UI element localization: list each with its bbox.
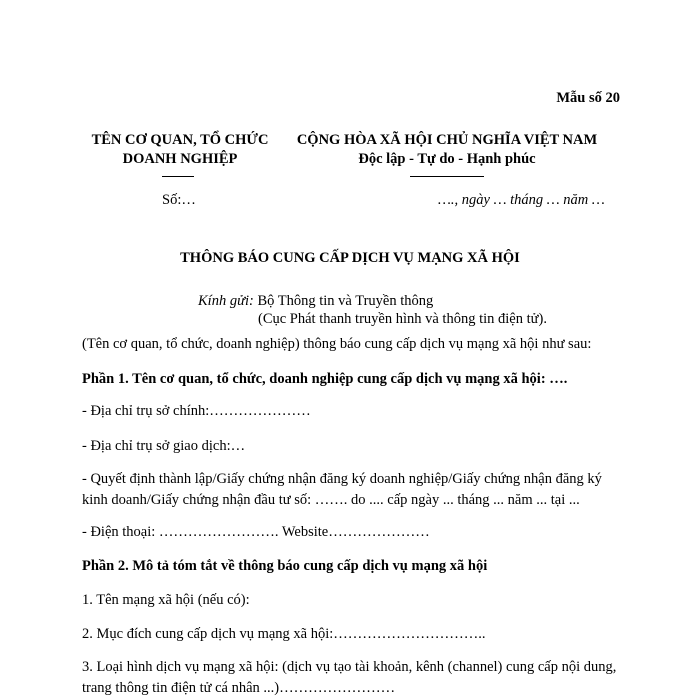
document-number: Số:… <box>162 192 196 208</box>
right-header-rule <box>410 176 484 177</box>
recipient-label: Kính gửi: <box>198 293 254 309</box>
part1-heading: Phần 1. Tên cơ quan, tổ chức, doanh nghiệp cung cấp dịch vụ mạng xã hội: …. <box>82 371 568 387</box>
document-date: …., ngày … tháng … năm … <box>438 192 605 208</box>
decision-paragraph: - Quyết định thành lập/Giấy chứng nhận đăng ký doanh nghiệp/Giấy chứng nhận đăng ký kinh doanh/Giấy chứng nhận đầu tư số: ……. do .... cấp ngày ... tháng ... năm ... tại ... <box>82 471 602 508</box>
item-2: 2. Mục đích cung cấp dịch vụ mạng xã hội:………………………….. <box>82 626 486 642</box>
item-3: 3. Loại hình dịch vụ mạng xã hội: (dịch vụ tạo tài khoản, kênh (channel) cung cấp nội dung, trang thông tin điện tử cá nhân ...)…………………… <box>82 659 617 696</box>
national-title: CỘNG HÒA XÃ HỘI CHỦ NGHĨA VIỆT NAM <box>296 132 598 148</box>
part2-heading: Phần 2. Mô tả tóm tắt về thông báo cung cấp dịch vụ mạng xã hội <box>82 558 488 574</box>
recipient-block <box>198 292 547 327</box>
organization-name-line2: DOANH NGHIỆP <box>122 151 238 167</box>
phone-website-line: - Điện thoại: ……………………. Website………………… <box>82 524 430 540</box>
intro-paragraph: (Tên cơ quan, tổ chức, doanh nghiệp) thông báo cung cấp dịch vụ mạng xã hội như sau: <box>82 336 592 352</box>
item-1: 1. Tên mạng xã hội (nếu có): <box>82 592 250 608</box>
national-motto: Độc lập - Tự do - Hạnh phúc <box>358 151 536 167</box>
organization-header <box>80 131 280 169</box>
national-header <box>282 131 612 169</box>
form-number: Mẫu số 20 <box>556 90 620 106</box>
left-header-rule <box>162 176 194 177</box>
head-office-line: - Địa chỉ trụ sở chính:………………… <box>82 403 311 419</box>
recipient-org2: (Cục Phát thanh truyền hình và thông tin điện tử). <box>258 311 547 327</box>
transaction-office-line: - Địa chỉ trụ sở giao dịch:… <box>82 438 246 454</box>
document-title: THÔNG BÁO CUNG CẤP DỊCH VỤ MẠNG XÃ HỘI <box>180 250 520 266</box>
organization-name-line1: TÊN CƠ QUAN, TỔ CHỨC <box>91 132 269 148</box>
recipient-org1: Bộ Thông tin và Truyền thông <box>257 293 434 309</box>
